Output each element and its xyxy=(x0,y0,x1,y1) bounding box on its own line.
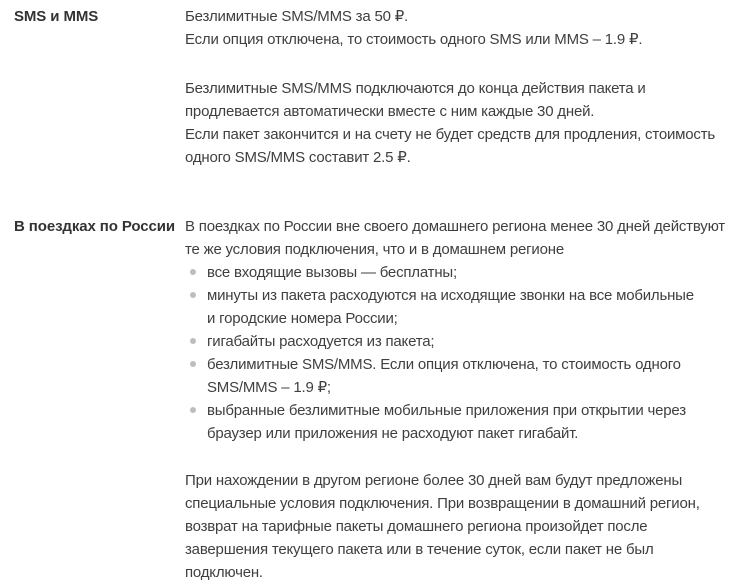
text-line: SMS/MMS – 1.9 ₽; xyxy=(207,379,331,396)
text-line: все входящие вызовы — бесплатны; xyxy=(207,264,457,281)
conditions-bullet-list xyxy=(185,261,727,445)
paragraph xyxy=(185,469,727,584)
text-line: возврат на тарифные пакеты домашнего региона произойдет после xyxy=(185,518,648,535)
bullet-item xyxy=(185,353,727,399)
text-line: Если опция отключена, то стоимость одного SMS или MMS – 1.9 ₽. xyxy=(185,31,643,48)
text-line: специальные условия подключения. При возвращении в домашний регион, xyxy=(185,495,700,512)
section-sms-mms xyxy=(14,5,727,169)
text-line: одного SMS/MMS составит 2.5 ₽. xyxy=(185,149,411,166)
text-line: Безлимитные SMS/MMS за 50 ₽. xyxy=(185,8,409,25)
bullet-item xyxy=(185,330,727,353)
text-line: браузер или приложения не расходуют пакет гигабайт. xyxy=(207,425,579,442)
text-line: подключен. xyxy=(185,564,263,581)
section-content-travel-russia xyxy=(185,215,727,584)
bullet-icon xyxy=(190,269,196,275)
bullet-item xyxy=(185,261,727,284)
bullet-icon xyxy=(190,361,196,367)
paragraph xyxy=(185,215,727,261)
text-line: Если пакет закончится и на счету не будет средств для продления, стоимость xyxy=(185,126,716,143)
text-line: и городские номера России; xyxy=(207,310,398,327)
text-line: гигабайты расходуется из пакета; xyxy=(207,333,435,350)
paragraph xyxy=(185,5,727,51)
bullet-item xyxy=(185,284,727,330)
text-line: Безлимитные SMS/MMS подключаются до конца действия пакета и xyxy=(185,80,646,97)
text-line: те же условия подключения, что и в домашнем регионе xyxy=(185,241,564,258)
section-label-travel-russia: В поездках по России xyxy=(14,218,176,235)
bullet-icon xyxy=(190,292,196,298)
section-travel-russia xyxy=(14,215,727,584)
bullet-icon xyxy=(190,407,196,413)
text-line: продлевается автоматически вместе с ним каждые 30 дней. xyxy=(185,103,595,120)
text-line: минуты из пакета расходуются на исходящие звонки на все мобильные xyxy=(207,287,694,304)
bullet-item xyxy=(185,399,727,445)
section-label-sms-mms: SMS и MMS xyxy=(14,8,99,25)
text-line: выбранные безлимитные мобильные приложения при открытии через xyxy=(207,402,686,419)
section-content-sms-mms xyxy=(185,5,727,169)
text-line: При нахождении в другом регионе более 30 дней вам будут предложены xyxy=(185,472,683,489)
bullet-icon xyxy=(190,338,196,344)
paragraph xyxy=(185,77,727,169)
text-line: безлимитные SMS/MMS. Если опция отключена, то стоимость одного xyxy=(207,356,681,373)
text-line: завершения текущего пакета или в течение суток, если пакет не был xyxy=(185,541,654,558)
text-line: В поездках по России вне своего домашнего региона менее 30 дней действуют xyxy=(185,218,725,235)
